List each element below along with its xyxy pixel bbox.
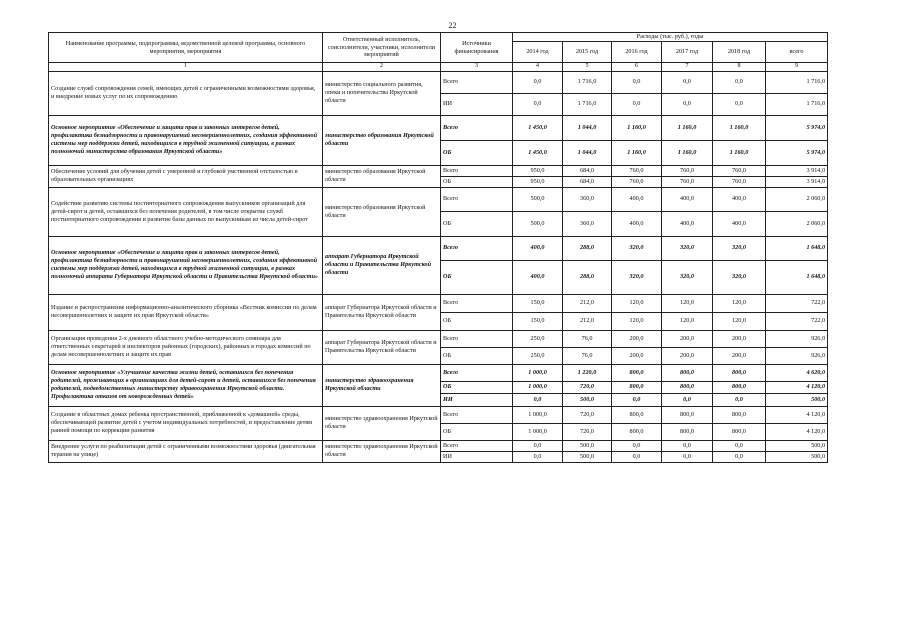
header-source: Источники финансирования: [441, 33, 513, 63]
funding-source: ОБ: [441, 347, 513, 364]
funding-source: Всего: [441, 364, 513, 381]
table-row: [49, 71, 828, 93]
expense-value: 400,0: [513, 236, 563, 260]
expense-total: 500,0: [766, 440, 828, 451]
activity-name: Обеспечение условий для обучения детей с умеренной и глубокой умственной отсталостью в образовательных организациях: [49, 165, 323, 187]
header-year-2015: 2015 год: [563, 41, 612, 62]
table-row: [49, 294, 828, 312]
funding-source: Всего: [441, 115, 513, 140]
table-row: [49, 236, 828, 260]
expense-value: 800,0: [713, 406, 766, 423]
expense-value: 800,0: [662, 364, 713, 381]
activity-executor: аппарат Губернатора Иркутской области и Правительства Иркутской области: [323, 236, 441, 294]
expense-value: 950,0: [513, 165, 563, 176]
expense-value: 1 450,0: [513, 115, 563, 140]
expense-value: 720,0: [563, 381, 612, 393]
expense-value: 0,0: [612, 393, 662, 406]
table-row: [49, 406, 828, 423]
expense-value: 120,0: [713, 294, 766, 312]
expense-value: 0,0: [513, 71, 563, 93]
expense-total: 5 974,0: [766, 115, 828, 140]
expense-value: 500,0: [563, 440, 612, 451]
expense-value: 0,0: [713, 93, 766, 115]
funding-source: ОБ: [441, 140, 513, 165]
expense-value: 1 450,0: [513, 140, 563, 165]
expense-value: 320,0: [713, 260, 766, 294]
expense-total: 1 648,0: [766, 260, 828, 294]
activity-executor: министерство образования Иркутской области: [323, 187, 441, 236]
expense-total: 4 120,0: [766, 381, 828, 393]
expense-value: 120,0: [612, 312, 662, 330]
activity-name: Содействие развитию системы постинтернатного сопровождения выпускников организаций для детей-сирот и детей, оставшихся без попечения родителей, в том числе открытие служб постинтернатного сопровождения и развитие базы данных по выпускникам из числа детей-сирот: [49, 187, 323, 236]
funding-source: Всего: [441, 165, 513, 176]
funding-source: ИИ: [441, 93, 513, 115]
expense-value: 200,0: [612, 330, 662, 347]
expense-value: 0,0: [662, 393, 713, 406]
funding-source: ОБ: [441, 381, 513, 393]
expense-value: 200,0: [713, 330, 766, 347]
table-row: [49, 330, 828, 347]
expense-value: 800,0: [713, 364, 766, 381]
funding-source: Всего: [441, 294, 513, 312]
funding-source: ОБ: [441, 312, 513, 330]
expense-value: 200,0: [713, 347, 766, 364]
expense-value: 1 160,0: [662, 115, 713, 140]
budget-table: [48, 32, 828, 463]
activity-executor: министерство здравоохранения Иркутской области: [323, 364, 441, 406]
activity-executor: министерство социального развития, опеки и попечительства Иркутской области: [323, 71, 441, 115]
expense-value: 0,0: [513, 393, 563, 406]
expense-total: 500,0: [766, 393, 828, 406]
funding-source: Всего: [441, 330, 513, 347]
expense-value: 0,0: [662, 71, 713, 93]
column-number: 6: [612, 63, 662, 72]
expense-value: 0,0: [662, 451, 713, 462]
expense-value: 400,0: [713, 187, 766, 211]
table-row: [49, 364, 828, 381]
activity-name: Издание и распространение информационно-аналитического сборника «Вестник комиссии по делам несовершеннолетних и защите их прав Иркутской области»: [49, 294, 323, 330]
header-year-2018: 2018 год: [713, 41, 766, 62]
expense-value: 760,0: [612, 176, 662, 187]
expense-value: 0,0: [513, 440, 563, 451]
expense-total: 2 060,0: [766, 187, 828, 211]
expense-value: 0,0: [662, 93, 713, 115]
expense-value: 1 044,0: [563, 115, 612, 140]
expense-value: 950,0: [513, 176, 563, 187]
expense-value: 760,0: [662, 165, 713, 176]
activity-executor: министерство здравоохранения Иркутской области: [323, 406, 441, 440]
column-number: 5: [563, 63, 612, 72]
activity-executor: министерство образования Иркутской области: [323, 115, 441, 165]
expense-total: 4 120,0: [766, 423, 828, 440]
expense-value: 0,0: [612, 93, 662, 115]
column-number: 1: [49, 63, 323, 72]
expense-value: 500,0: [513, 187, 563, 211]
expense-value: 400,0: [713, 211, 766, 236]
expense-value: 0,0: [612, 440, 662, 451]
table-row: [49, 440, 828, 451]
expense-value: 360,0: [563, 211, 612, 236]
expense-value: 120,0: [612, 294, 662, 312]
expense-total: 3 914,0: [766, 176, 828, 187]
activity-executor: министерство здравоохранения Иркутской области: [323, 440, 441, 462]
expense-value: 288,0: [563, 236, 612, 260]
expense-total: 2 060,0: [766, 211, 828, 236]
header-name: Наименование программы, подпрограммы, ведомственной целевой программы, основного мероприятия, мероприятия: [49, 33, 323, 63]
expense-value: 720,0: [563, 423, 612, 440]
expense-total: 3 914,0: [766, 165, 828, 176]
expense-value: 320,0: [612, 260, 662, 294]
header-year-2016: 2016 год: [612, 41, 662, 62]
activity-name: Основное мероприятие «Обеспечение и защита прав и законных интересов детей, профилактика безнадзорности и правонарушений несовершеннолетних, создания эффективной системы мер поддержки детей, находящихся в трудной жизненной ситуации, в рамках полномочий аппарата Губернатора Иркутской области и Правительства Иркутской области»: [49, 236, 323, 294]
expense-value: 120,0: [662, 312, 713, 330]
expense-value: 0,0: [513, 93, 563, 115]
expense-total: 722,0: [766, 312, 828, 330]
expense-value: 0,0: [612, 71, 662, 93]
expense-value: 288,0: [563, 260, 612, 294]
activity-name: Создание в областных домах ребенка пространственной, приближенной к «домашней» среды, обеспечивающей развитие детей с учетом индивидуальных потребностей, и предоставление детям ранней помощи по коррекции развития: [49, 406, 323, 440]
expense-value: 1 716,0: [563, 71, 612, 93]
expense-value: 400,0: [662, 187, 713, 211]
activity-name: Основное мероприятие «Обеспечение и защита прав и законных интересов детей, профилактика безнадзорности и правонарушений несовершеннолетних, создания эффективной системы мер поддержки детей, находящихся в трудной жизненной ситуации, в рамках полномочий министерства образования Иркутской области»: [49, 115, 323, 165]
expense-value: 212,0: [563, 312, 612, 330]
expense-value: 760,0: [612, 165, 662, 176]
expense-value: 200,0: [662, 330, 713, 347]
activity-executor: аппарат Губернатора Иркутской области и Правительства Иркутской области: [323, 330, 441, 364]
expense-value: 76,0: [563, 330, 612, 347]
expense-value: 320,0: [713, 236, 766, 260]
expense-value: 1 000,0: [513, 364, 563, 381]
expense-value: 684,0: [563, 176, 612, 187]
expense-value: 800,0: [662, 381, 713, 393]
expense-total: 926,0: [766, 330, 828, 347]
funding-source: ОБ: [441, 211, 513, 236]
expense-value: 400,0: [513, 260, 563, 294]
expense-value: 500,0: [513, 211, 563, 236]
expense-value: 800,0: [612, 381, 662, 393]
activity-name: Организация проведения 2-х дневного областного учебно-методического семинара для ответственных секретарей и инспекторов районных (городских), районных в городах комиссий по делам несовершеннолетних и защите их прав: [49, 330, 323, 364]
funding-source: Всего: [441, 236, 513, 260]
expense-value: 0,0: [713, 393, 766, 406]
table-row: [49, 165, 828, 176]
header-year-2014: 2014 год: [513, 41, 563, 62]
header-executor: Ответственный исполнитель, соисполнители, участники, исполнители мероприятий: [323, 33, 441, 63]
funding-source: Всего: [441, 187, 513, 211]
column-number: 7: [662, 63, 713, 72]
expense-value: 800,0: [662, 423, 713, 440]
expense-value: 400,0: [662, 211, 713, 236]
expense-value: 150,0: [513, 312, 563, 330]
column-number: 2: [323, 63, 441, 72]
funding-source: ОБ: [441, 176, 513, 187]
expense-value: 1 220,0: [563, 364, 612, 381]
column-number: 9: [766, 63, 828, 72]
header-total: всего: [766, 41, 828, 62]
activity-name: Создание служб сопровождения семей, имеющих детей с ограниченными возможностями здоровья, и внедрение новых услуг по их сопровождению: [49, 71, 323, 115]
expense-value: 76,0: [563, 347, 612, 364]
expense-value: 0,0: [612, 451, 662, 462]
expense-value: 120,0: [662, 294, 713, 312]
expense-value: 800,0: [662, 406, 713, 423]
expense-value: 1 044,0: [563, 140, 612, 165]
expense-value: 400,0: [612, 187, 662, 211]
expense-value: 760,0: [713, 176, 766, 187]
expense-value: 120,0: [713, 312, 766, 330]
header-expenses: Расходы (тыс. руб.), годы: [513, 33, 828, 42]
expense-value: 800,0: [713, 381, 766, 393]
expense-value: 200,0: [612, 347, 662, 364]
expense-value: 1 000,0: [513, 381, 563, 393]
expense-value: 760,0: [662, 176, 713, 187]
expense-total: 1 716,0: [766, 71, 828, 93]
expense-total: 926,0: [766, 347, 828, 364]
header-row-top: [49, 33, 828, 42]
funding-source: Всего: [441, 440, 513, 451]
expense-value: 0,0: [713, 71, 766, 93]
column-numbers-row: [49, 63, 828, 72]
expense-value: 500,0: [563, 393, 612, 406]
expense-value: 760,0: [713, 165, 766, 176]
column-number: 4: [513, 63, 563, 72]
activity-name: Основное мероприятие «Улучшение качества жизни детей, оставшихся без попечения родителей, проживающих в организациях для детей-сирот и детей, оставшихся без попечения родителей, подведомственных министерству здравоохранения Иркутской области. Профилактика отказов от новорожденных детей»: [49, 364, 323, 406]
expense-value: 1 000,0: [513, 406, 563, 423]
expense-value: 800,0: [612, 423, 662, 440]
expense-total: 4 620,0: [766, 364, 828, 381]
expense-total: 4 120,0: [766, 406, 828, 423]
table-row: [49, 187, 828, 211]
funding-source: Всего: [441, 71, 513, 93]
expense-value: 720,0: [563, 406, 612, 423]
expense-value: 1 000,0: [513, 423, 563, 440]
header-year-2017: 2017 год: [662, 41, 713, 62]
expense-value: 500,0: [563, 451, 612, 462]
expense-total: 722,0: [766, 294, 828, 312]
funding-source: ИИ: [441, 451, 513, 462]
expense-value: 1 160,0: [612, 140, 662, 165]
expense-value: 320,0: [662, 260, 713, 294]
expense-value: 200,0: [662, 347, 713, 364]
column-number: 3: [441, 63, 513, 72]
table-row: [49, 115, 828, 140]
expense-value: 1 160,0: [612, 115, 662, 140]
expense-value: 0,0: [713, 451, 766, 462]
expense-value: 1 160,0: [713, 140, 766, 165]
expense-value: 0,0: [513, 451, 563, 462]
expense-total: 500,0: [766, 451, 828, 462]
expense-value: 250,0: [513, 347, 563, 364]
funding-source: ИИ: [441, 393, 513, 406]
funding-source: ОБ: [441, 260, 513, 294]
expense-value: 1 716,0: [563, 93, 612, 115]
expense-value: 400,0: [612, 211, 662, 236]
expense-total: 1 716,0: [766, 93, 828, 115]
expense-value: 800,0: [612, 364, 662, 381]
table-body: [49, 71, 828, 462]
expense-total: 5 974,0: [766, 140, 828, 165]
column-number: 8: [713, 63, 766, 72]
expense-value: 1 160,0: [713, 115, 766, 140]
expense-value: 684,0: [563, 165, 612, 176]
expense-value: 250,0: [513, 330, 563, 347]
expense-value: 360,0: [563, 187, 612, 211]
funding-source: Всего: [441, 406, 513, 423]
expense-value: 800,0: [713, 423, 766, 440]
expense-value: 320,0: [662, 236, 713, 260]
expense-total: 1 648,0: [766, 236, 828, 260]
expense-value: 212,0: [563, 294, 612, 312]
expense-value: 800,0: [612, 406, 662, 423]
activity-executor: министерство образования Иркутской области: [323, 165, 441, 187]
funding-source: ОБ: [441, 423, 513, 440]
expense-value: 150,0: [513, 294, 563, 312]
expense-value: 320,0: [612, 236, 662, 260]
expense-value: 0,0: [713, 440, 766, 451]
activity-executor: аппарат Губернатора Иркутской области и Правительства Иркутской области: [323, 294, 441, 330]
expense-value: 0,0: [662, 440, 713, 451]
page-number: 22: [448, 21, 457, 30]
activity-name: Внедрение услуги по реабилитации детей с ограниченными возможностями здоровья (двигательная терапия на улице): [49, 440, 323, 462]
expense-value: 1 160,0: [662, 140, 713, 165]
